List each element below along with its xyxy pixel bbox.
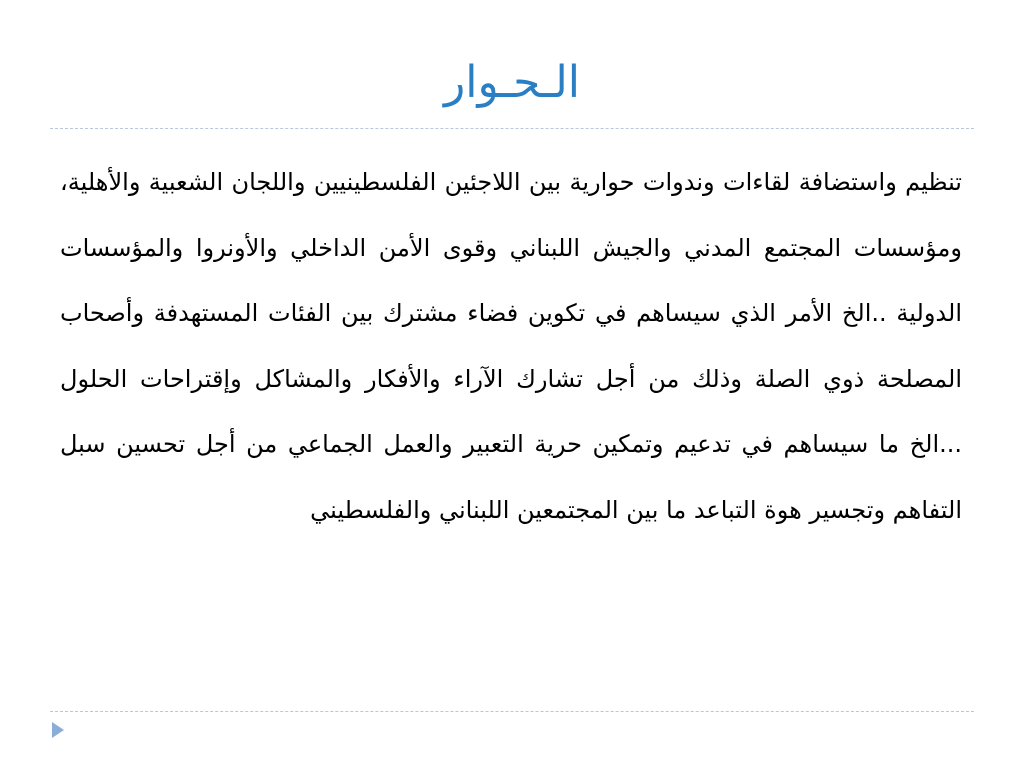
triangle-right-icon[interactable] <box>52 722 64 738</box>
bottom-divider <box>50 711 974 712</box>
slide-title: الـحـوار <box>443 57 581 108</box>
top-divider <box>50 128 974 129</box>
slide-body-text: تنظيم واستضافة لقاءات وندوات حوارية بين اللاجئين الفلسطينيين واللجان الشعبية والأهلية، ومؤسسات المجتمع المدني والجيش اللبناني وقوى الأمن الداخلي والأونروا والمؤسسات الدولية ..الخ الأمر الذي سيساهم في تكوين فضاء مشترك بين الفئات المستهدفة وأصحاب المصلحة ذوي الصلة وذلك من أجل تشارك الآراء والأفكار والمشاكل وإقتراحات الحلول ...الخ ما سيساهم في تدعيم وتمكين حرية التعبير والعمل الجماعي من أجل تحسين سبل التفاهم وتجسير هوة التباعد ما بين المجتمعين اللبناني والفلسطيني <box>60 168 962 524</box>
